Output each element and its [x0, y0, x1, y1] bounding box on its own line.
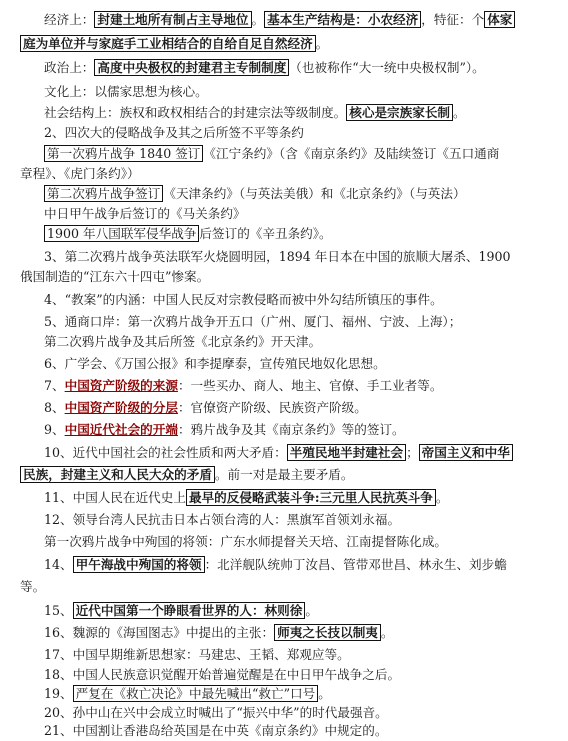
line-item-2: [0, 123, 568, 143]
boxed-highlight: 封建土地所有制占主导地位: [94, 11, 251, 28]
boxed-highlight: 第一次鸦片战争 1840 签订: [44, 145, 203, 162]
boxed-highlight: 最早的反侵略武装斗争:三元里人民抗英斗争: [186, 489, 436, 506]
text: 11、中国人民在近代史上: [44, 490, 186, 505]
line-item-15: [0, 601, 568, 621]
boxed-highlight: 帝国主义和中华: [419, 444, 513, 461]
boxed-highlight: 半殖民地半封建社会: [287, 444, 406, 461]
line-item-20: [0, 703, 568, 723]
line-item-9: [0, 420, 568, 440]
line-item-4: [0, 290, 568, 310]
text: 6、广学会、《万国公报》和李提摩泰，宣传殖民地奴化思想。: [44, 356, 386, 371]
text: 。: [318, 686, 331, 701]
line-item-11: [0, 488, 568, 508]
text: 文化上：以儒家思想为核心。: [44, 84, 208, 99]
line-economy: [0, 10, 568, 30]
line-opium-war-2: [0, 184, 568, 204]
text: 。前一对是最主要矛盾。: [214, 467, 354, 482]
line-item-21: [0, 721, 568, 741]
text: 19、: [44, 686, 73, 701]
text: 3、第二次鸦片战争英法联军火烧圆明园，1894 年日本在中国的旅顺大屠杀、1900: [44, 249, 511, 264]
line-item-12-cont: [0, 532, 568, 552]
underlined-keyword: 中国资产阶级的来源: [64, 378, 178, 393]
line-item-8: [0, 398, 568, 418]
boxed-highlight: 体家: [484, 11, 515, 28]
text: 16、魏源的《海国图志》中提出的主张：: [44, 625, 275, 640]
text: ：北洋舰队统帅丁汝昌、管带邓世昌、林永生、刘步蟾: [204, 557, 507, 572]
boxed-highlight: 1900 年八国联军侵华战争: [44, 225, 199, 242]
text: ；: [406, 445, 419, 460]
boxed-highlight: 严复在《救亡决论》中最先喊出“救亡”口号: [73, 685, 319, 702]
text: 等。: [20, 579, 46, 594]
text: 7、: [44, 378, 65, 393]
text: 。: [380, 625, 394, 640]
text: ：官僚资产阶级、民族资产阶级。: [177, 400, 367, 415]
line-opium-war-1-cont: [0, 164, 568, 184]
line-item-3: [0, 247, 568, 267]
text: 8、: [44, 400, 65, 415]
text: 9、: [44, 422, 65, 437]
text: 20、孙中山在兴中会成立时喊出了“振兴中华”的时代最强音。: [44, 705, 388, 720]
text: 。: [435, 490, 449, 505]
text: 12、领导台湾人民抗击日本占领台湾的人：黑旗军首领刘永福。: [44, 512, 401, 527]
boxed-highlight: 民族，封建主义和人民大众的矛盾: [20, 466, 215, 483]
text: 经济上：: [44, 12, 95, 27]
boxed-highlight: 近代中国第一个睁眼看世界的人：林则徐: [73, 602, 306, 619]
text: 。: [315, 36, 329, 51]
text: 政治上：: [44, 60, 95, 75]
text: 中日甲午战争后签订的《马关条约》: [44, 206, 246, 221]
line-opium-war-1: [0, 144, 568, 164]
text: 社会结构上：族权和政权相结合的封建宗法等级制度。: [44, 105, 347, 120]
line-item-5: [0, 312, 568, 332]
line-item-5-cont: [0, 332, 568, 352]
line-item-10: [0, 443, 568, 463]
text: 18、中国人民族意识觉醒开始普遍觉醒是在中日甲午战争之后。: [44, 667, 401, 682]
line-eight-nation: [0, 224, 568, 244]
text: 2、四次大的侵略战争及其之后所签不平等条约: [44, 125, 304, 140]
text: 15、: [44, 603, 73, 618]
boxed-highlight: 甲午海战中殉国的将领: [73, 556, 205, 573]
line-item-7: [0, 376, 568, 396]
text: ：鸦片战争及其《南京条约》等的签订。: [177, 422, 405, 437]
boxed-highlight: 师夷之长技以制夷: [274, 624, 381, 641]
text: 第一次鸦片战争中殉国的将领：广东水师提督关天培、江南提督陈化成。: [44, 534, 447, 549]
boxed-highlight: 核心是宗族家长制: [346, 104, 453, 121]
text: ：一些买办、商人、地主、官僚、手工业者等。: [177, 378, 443, 393]
underlined-keyword: 中国近代社会的开端: [64, 422, 178, 437]
line-item-3-cont: [0, 267, 568, 287]
line-politics: [0, 58, 568, 78]
text: 章程》、《虎门条约》）: [20, 166, 140, 181]
line-item-14: [0, 555, 568, 575]
text: 。: [251, 12, 265, 27]
boxed-highlight: 庭为单位并与家庭手工业相结合的自给自足自然经济: [20, 35, 316, 52]
line-item-17: [0, 645, 568, 665]
text: 4、“教案”的内涵：中国人民反对宗教侵略而被中外勾结所镇压的事件。: [44, 292, 443, 307]
text: 俄国制造的“江东六十四屯”惨案。: [20, 269, 210, 284]
text: ，特征：个: [421, 12, 485, 27]
text: 《江宁条约》（含《南京条约》及陆续签订《五口通商: [203, 146, 500, 161]
line-item-18: [0, 665, 568, 685]
boxed-highlight: 基本生产结构是：小农经济: [264, 11, 421, 28]
line-item-16: [0, 623, 568, 643]
underlined-keyword: 中国资产阶级的分层: [64, 400, 178, 415]
text: 。: [305, 603, 318, 618]
line-sino-japanese-war: [0, 204, 568, 224]
boxed-highlight: 第二次鸦片战争签订: [44, 185, 163, 202]
text: 21、中国割让香港岛给英国是在中英《南京条约》中规定的。: [44, 723, 388, 738]
text: 17、中国早期维新思想家：马建忠、王韬、郑观应等。: [44, 647, 350, 662]
text: 14、: [44, 557, 73, 572]
text: 。: [453, 105, 466, 120]
line-culture: [0, 82, 568, 102]
text: （也被称作“大一统中央极权制”）。: [289, 60, 485, 75]
line-economy-cont: [0, 34, 568, 54]
text: 5、通商口岸：第一次鸦片战争开五口（广州、厦门、福州、宁波、上海）；: [44, 314, 462, 329]
line-item-12: [0, 510, 568, 530]
line-item-6: [0, 354, 568, 374]
line-society: [0, 103, 568, 123]
text: 第二次鸦片战争及其后所签《北京条约》开天津。: [44, 334, 322, 349]
boxed-highlight: 高度中央极权的封建君主专制制度: [94, 59, 289, 76]
text: 后签订的《辛丑条约》。: [199, 226, 332, 241]
text: 《天津条约》（与英法美俄）和《北京条约》（与英法）: [163, 186, 466, 201]
line-item-10-cont: [0, 465, 568, 485]
line-item-19: [0, 684, 568, 704]
line-item-14-cont: [0, 577, 568, 597]
text: 10、近代中国社会的社会性质和两大矛盾：: [44, 445, 287, 460]
